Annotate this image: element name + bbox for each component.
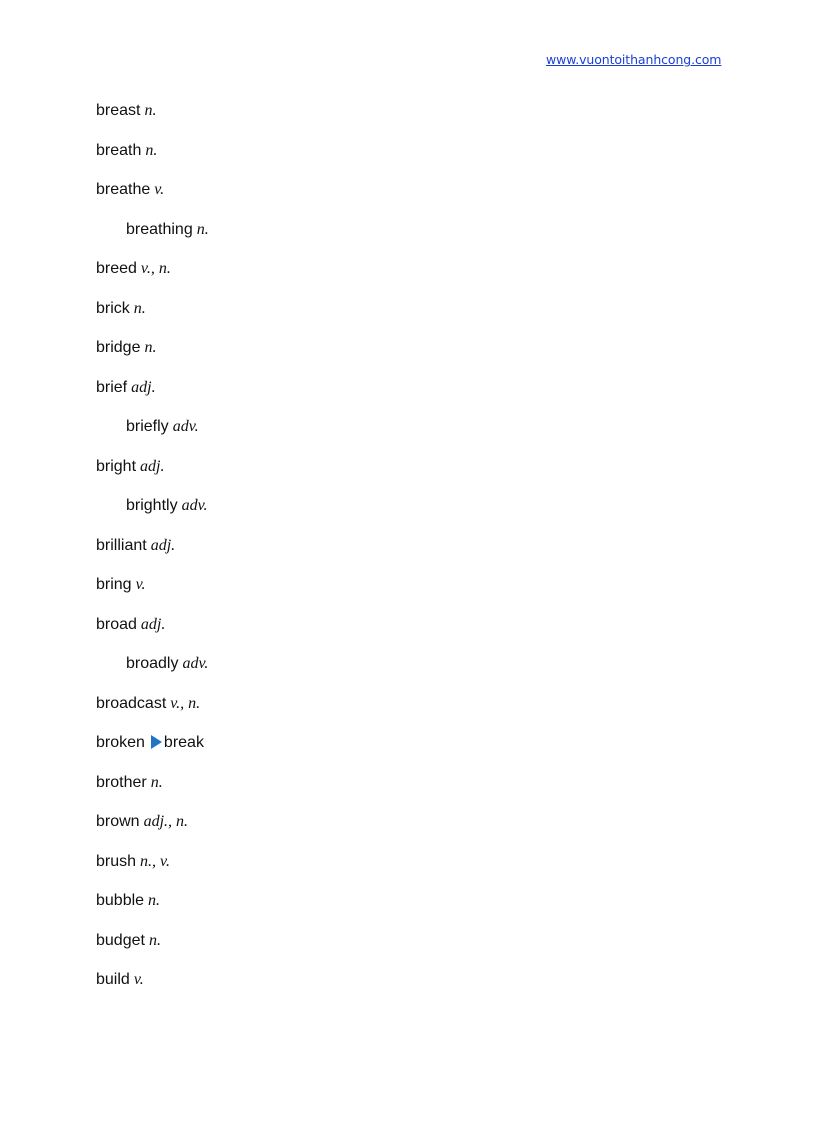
- entry-broken: [96, 732, 209, 772]
- part-of-speech: adj., n.: [143, 813, 189, 830]
- part-of-speech: n.: [150, 773, 163, 791]
- entry-brother: [96, 772, 209, 812]
- part-of-speech: v., n.: [140, 260, 171, 277]
- entry-broadcast: [96, 693, 209, 733]
- entry-word: brown: [96, 813, 140, 830]
- entry-word: bridge: [96, 339, 141, 356]
- entry-word: breath: [96, 141, 142, 159]
- part-of-speech: v.: [154, 181, 165, 198]
- entry-word: breathe: [96, 181, 151, 198]
- entry-word: broadcast: [96, 694, 167, 712]
- entry-word: breast: [96, 102, 141, 119]
- entry-briefly: [96, 416, 209, 456]
- entry-brightly: [96, 495, 209, 535]
- part-of-speech: v.: [133, 971, 144, 988]
- entry-build: [96, 969, 209, 1009]
- entry-word: brush: [96, 852, 137, 870]
- entry-bring: [96, 574, 209, 614]
- entry-budget: [96, 930, 209, 970]
- part-of-speech: adj.: [140, 457, 165, 475]
- entry-word: brother: [96, 773, 147, 791]
- entry-breast: [96, 100, 209, 140]
- entry-bright: [96, 456, 209, 496]
- entry-breathe: [96, 179, 209, 219]
- part-of-speech: n.: [148, 931, 161, 949]
- cross-reference-word: break: [163, 734, 204, 751]
- part-of-speech: adj.: [150, 536, 176, 554]
- entry-broadly: [96, 653, 209, 693]
- entry-word: breathing: [126, 220, 193, 238]
- entry-broad: [96, 614, 209, 654]
- part-of-speech: n.: [144, 339, 157, 356]
- entry-brief: [96, 377, 209, 417]
- entry-word: build: [96, 971, 130, 988]
- part-of-speech: adv.: [181, 497, 208, 514]
- entry-word: broken: [96, 734, 145, 751]
- entry-word: breed: [96, 260, 137, 277]
- part-of-speech: n.: [144, 102, 157, 119]
- entry-brown: [96, 811, 209, 851]
- entry-bubble: [96, 890, 209, 930]
- entry-breed: [96, 258, 209, 298]
- entry-word: bring: [96, 576, 132, 593]
- entry-word: brief: [96, 378, 128, 396]
- entry-word: bubble: [96, 892, 145, 909]
- entry-word: broadly: [126, 655, 179, 672]
- entry-brick: [96, 298, 209, 338]
- site-link[interactable]: www.vuontoithanhcong.com: [546, 52, 722, 67]
- entry-brush: [96, 851, 209, 891]
- entry-word: brick: [96, 299, 130, 317]
- entry-word: bright: [96, 457, 137, 475]
- blue-right-triangle-icon: [151, 735, 162, 749]
- entry-word: briefly: [126, 418, 169, 435]
- entry-breathing: [96, 219, 209, 259]
- entry-word: broad: [96, 615, 137, 633]
- part-of-speech: n.: [145, 141, 158, 159]
- entry-word: budget: [96, 931, 145, 949]
- entry-breath: [96, 140, 209, 180]
- entry-bridge: [96, 337, 209, 377]
- entry-brilliant: [96, 535, 209, 575]
- part-of-speech: n.: [196, 220, 209, 238]
- word-list: [96, 100, 209, 1009]
- entry-word: brightly: [126, 497, 178, 514]
- part-of-speech: adv.: [182, 655, 209, 672]
- part-of-speech: adj.: [140, 615, 166, 633]
- part-of-speech: n.: [148, 892, 161, 909]
- part-of-speech: adv.: [172, 418, 199, 435]
- part-of-speech: adj.: [131, 378, 156, 396]
- entry-word: brilliant: [96, 536, 147, 554]
- part-of-speech: n.: [133, 299, 146, 317]
- part-of-speech: n., v.: [140, 852, 170, 870]
- part-of-speech: v.: [135, 576, 146, 593]
- part-of-speech: v., n.: [170, 694, 201, 712]
